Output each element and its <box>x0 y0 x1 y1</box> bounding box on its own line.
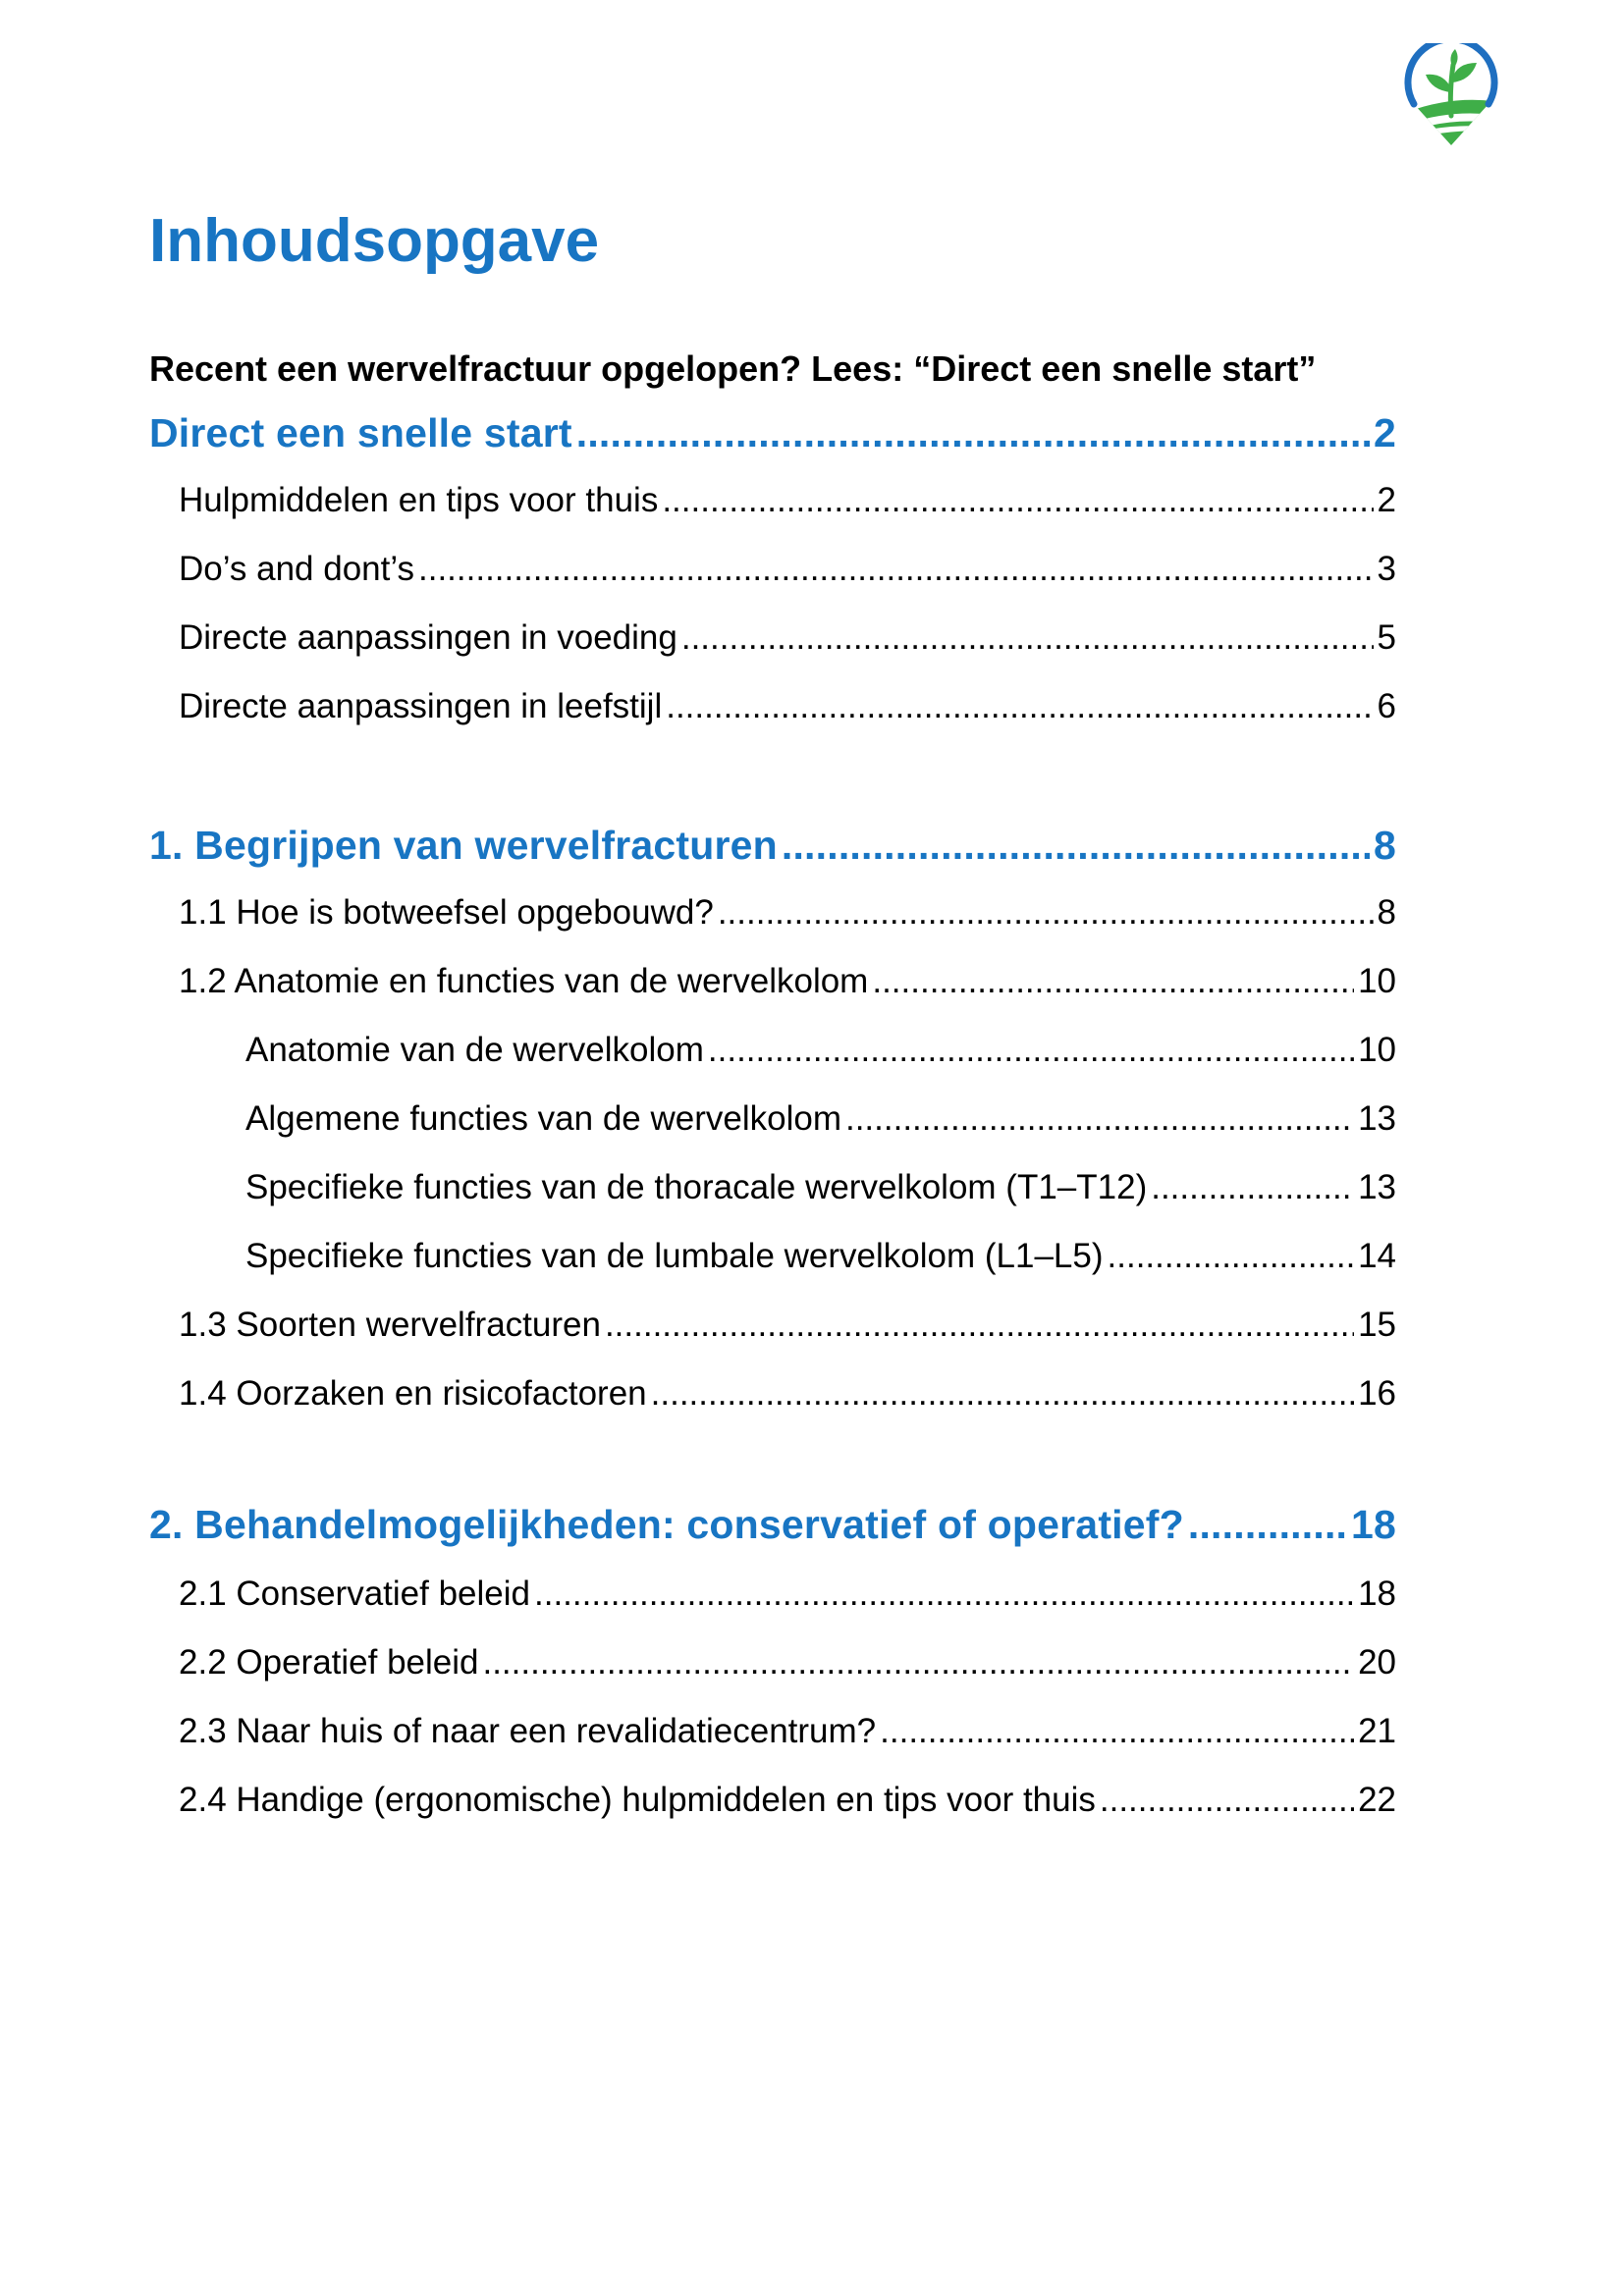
toc-entry-title: Specifieke functies van de lumbale wervelkolom (L1–L5) <box>245 1237 1104 1275</box>
toc-entry[interactable] <box>179 614 1396 662</box>
toc-entry-title: 2.1 Conservatief beleid <box>179 1575 530 1613</box>
toc-entry-title: 2.2 Operatief beleid <box>179 1643 479 1682</box>
toc-entry-title: 1.2 Anatomie en functies van de wervelkolom <box>179 962 869 1000</box>
toc-page-number: 16 <box>1358 1374 1396 1413</box>
toc-entry-title: Direct een snelle start <box>149 410 572 455</box>
toc-page-number: 18 <box>1358 1575 1396 1613</box>
toc-entry[interactable] <box>179 477 1396 524</box>
toc-dot-leader <box>872 958 1354 1005</box>
toc-entry[interactable] <box>245 1027 1396 1074</box>
toc-dot-leader <box>845 1095 1354 1143</box>
page-title: Inhoudsopgave <box>149 207 600 275</box>
toc-page-number: 13 <box>1358 1168 1396 1206</box>
toc-dot-leader <box>1151 1164 1354 1211</box>
toc-entry-title: 1.1 Hoe is botweefsel opgebouwd? <box>179 893 714 932</box>
toc-entry[interactable] <box>179 546 1396 593</box>
toc-page-number: 15 <box>1358 1306 1396 1344</box>
toc-entry-title: Algemene functies van de wervelkolom <box>245 1099 841 1138</box>
toc-entry-title: Anatomie van de wervelkolom <box>245 1031 704 1069</box>
toc-dot-leader <box>681 614 1374 662</box>
toc-entry-title: 2.3 Naar huis of naar een revalidatiecentrum? <box>179 1712 877 1750</box>
toc-page-number: 18 <box>1350 1502 1396 1547</box>
toc-entry[interactable] <box>179 1708 1396 1755</box>
toc-dot-leader <box>605 1302 1354 1349</box>
toc-dot-leader <box>1100 1777 1354 1824</box>
toc-page-number: 21 <box>1358 1712 1396 1750</box>
toc-page-number: 3 <box>1377 550 1396 588</box>
toc-dot-leader <box>418 546 1374 593</box>
toc-dot-leader <box>718 889 1374 936</box>
toc-dot-leader <box>576 404 1370 461</box>
toc-entry[interactable] <box>179 1777 1396 1824</box>
toc-dot-leader <box>662 477 1373 524</box>
toc-entry[interactable] <box>245 1095 1396 1143</box>
toc-page-number: 5 <box>1377 618 1396 657</box>
intro-notice: Recent een wervelfractuur opgelopen? Lees: “Direct een snelle start” <box>149 348 1317 389</box>
toc-page-number: 6 <box>1377 687 1396 725</box>
toc-entry[interactable] <box>245 1164 1396 1211</box>
toc-entry[interactable] <box>245 1233 1396 1280</box>
toc-entry-title: Hulpmiddelen en tips voor thuis <box>179 481 659 519</box>
toc-page-number: 10 <box>1358 1031 1396 1069</box>
toc-entry[interactable] <box>179 889 1396 936</box>
toc-entry-title: 2.4 Handige (ergonomische) hulpmiddelen en tips voor thuis <box>179 1781 1096 1819</box>
toc-page-number: 13 <box>1358 1099 1396 1138</box>
toc-entry-title: 1. Begrijpen van wervelfracturen <box>149 823 778 868</box>
toc-entry[interactable] <box>179 1302 1396 1349</box>
toc-page-number: 14 <box>1358 1237 1396 1275</box>
toc-entry[interactable] <box>179 958 1396 1005</box>
toc-dot-leader <box>880 1708 1354 1755</box>
toc-page-number: 8 <box>1377 893 1396 932</box>
toc-dot-leader <box>482 1639 1354 1686</box>
toc-page-number: 22 <box>1358 1781 1396 1819</box>
toc-entry[interactable] <box>149 817 1396 874</box>
toc-dot-leader <box>1108 1233 1355 1280</box>
seedling-logo-icon <box>1402 43 1500 147</box>
toc-entry[interactable] <box>179 1571 1396 1618</box>
toc-dot-leader <box>534 1571 1354 1618</box>
toc-entry[interactable] <box>149 1496 1396 1553</box>
toc-entry[interactable] <box>179 683 1396 730</box>
toc-dot-leader <box>708 1027 1354 1074</box>
toc-page-number: 2 <box>1377 481 1396 519</box>
toc-entry-title: Directe aanpassingen in leefstijl <box>179 687 663 725</box>
toc-entry-title: 1.3 Soorten wervelfracturen <box>179 1306 601 1344</box>
toc-dot-leader <box>651 1370 1354 1417</box>
toc-entry-title: Directe aanpassingen in voeding <box>179 618 677 657</box>
toc-entry-title: 2. Behandelmogelijkheden: conservatief of operatief? <box>149 1502 1184 1547</box>
toc-entry[interactable] <box>149 404 1396 461</box>
toc-entry-title: Specifieke functies van de thoracale wervelkolom (T1–T12) <box>245 1168 1148 1206</box>
toc-dot-leader <box>666 683 1373 730</box>
toc-page-number: 8 <box>1373 823 1396 868</box>
toc-entry-title: 1.4 Oorzaken en risicofactoren <box>179 1374 647 1413</box>
toc-dot-leader <box>1188 1496 1347 1553</box>
toc-page-number: 20 <box>1358 1643 1396 1682</box>
toc-entry[interactable] <box>179 1639 1396 1686</box>
toc-entry-title: Do’s and dont’s <box>179 550 414 588</box>
toc-dot-leader <box>782 817 1370 874</box>
toc-entry[interactable] <box>179 1370 1396 1417</box>
toc-page-number: 10 <box>1358 962 1396 1000</box>
toc-page-number: 2 <box>1373 410 1396 455</box>
